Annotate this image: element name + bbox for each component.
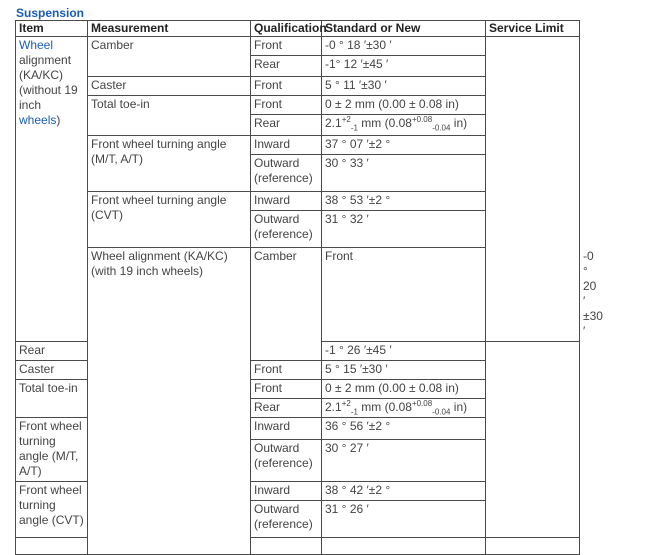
qualification-cell: Rear [251,399,322,418]
standard-cell: -1° 12 ′±45 ′ [322,56,486,77]
qualification-cell: Rear [251,115,322,136]
standard-cell [486,538,580,555]
section-title: Suspension [16,6,85,20]
toe-sub: -1 [350,407,358,417]
measurement-cell: Caster [88,77,251,96]
toe-sub-in: -0.04 [432,407,451,417]
qualification-cell: Rear [16,342,88,361]
measurement-cell: Camber [88,37,251,77]
spec-table [15,20,603,555]
toe-sub-in: -0.04 [432,123,451,133]
toe-sup: +2 [341,399,351,408]
standard-cell: 31 ° 26 ′ [322,501,486,538]
standard-cell: 38 ° 42 ′±2 ° [322,482,486,501]
qualification-cell: Inward [251,136,322,155]
standard-cell: 36 ° 56 ′±2 ° [322,418,486,440]
standard-cell: 30 ° 27 ′ [322,439,486,481]
toe-sup-in: +0.08 [411,399,433,408]
standard-cell: 30 ° 33 ′ [322,155,486,192]
measurement-cell: Front wheel turning angle (M/T, A/T) [16,418,88,482]
standard-cell: 5 ° 15 ′±30 ′ [322,361,486,380]
measurement-cell [251,538,322,555]
toe-unit-in: in) [450,400,468,414]
header-item: Item [16,21,88,37]
qualification-cell: Outward (reference) [251,155,322,192]
wheels-link[interactable]: wheels [19,113,57,127]
measurement-cell: Front wheel turning angle (CVT) [88,192,251,248]
measurement-cell: Front wheel turning angle (M/T, A/T) [88,136,251,192]
toe-sub: -1 [350,123,358,133]
qualification-cell: Inward [251,482,322,501]
standard-cell: -0 ° 18 ′±30 ′ [322,37,486,56]
standard-cell: 38 ° 53 ′±2 ° [322,192,486,211]
toe-sup-in: +0.08 [411,115,433,124]
measurement-cell: Total toe-in [16,380,88,418]
measurement-cell: Camber [251,248,322,361]
qualification-cell: Inward [251,418,322,440]
toe-unit: mm (0.08 [357,116,412,130]
header-measurement: Measurement [88,21,251,37]
standard-cell: -1 ° 26 ′±45 ′ [322,342,486,361]
measurement-cell: Caster [16,361,88,380]
measurement-cell: Front wheel turning angle (CVT) [16,482,88,538]
item-text: alignment (KA/KC) (without 19 inch [19,53,78,112]
qualification-cell: Outward (reference) [251,211,322,248]
item-cell [16,37,88,342]
header-service-limit: Service Limit [486,21,580,37]
qualification-cell: Front [251,96,322,115]
standard-cell [322,115,486,136]
table-row: Wheel alignment (KA/KC) (with 19 inch wheels) Camber Front -0 ° 20 ′±30 ′ [16,248,580,342]
toe-sup: +2 [341,115,351,124]
qualification-cell: Front [251,361,322,380]
qualification-cell: Front [251,380,322,399]
toe-unit: mm (0.08 [357,400,412,414]
item-cell [16,538,88,555]
qualification-cell: Front [322,248,486,342]
qualification-cell [322,538,486,555]
standard-cell: 37 ° 07 ′±2 ° [322,136,486,155]
header-standard: Standard or New [322,21,486,37]
header-row [16,21,580,37]
standard-cell: 31 ° 32 ′ [322,211,486,248]
header-qualification: Qualification [251,21,322,37]
standard-cell: 0 ± 2 mm (0.00 ± 0.08 in) [322,96,486,115]
toe-value: 2.1 [325,116,342,130]
item-suffix: ) [56,113,61,127]
toe-value: 2.1 [325,400,342,414]
standard-cell: 0 ± 2 mm (0.00 ± 0.08 in) [322,380,486,399]
measurement-cell: Total toe-in [88,96,251,136]
qualification-cell: Rear [251,56,322,77]
item-cell: Wheel alignment (KA/KC) (with 19 inch wheels) [88,248,251,555]
qualification-cell: Front [251,77,322,96]
qualification-cell: Front [251,37,322,56]
standard-cell [322,399,486,418]
wheel-link[interactable]: Wheel [19,38,54,52]
qualification-cell: Inward [251,192,322,211]
service-limit-cell [486,37,580,342]
qualification-cell: Outward (reference) [251,439,322,481]
qualification-cell: Outward (reference) [251,501,322,538]
table-row [16,37,580,56]
toe-unit-in: in) [450,116,468,130]
standard-cell: 5 ° 11 ′±30 ′ [322,77,486,96]
